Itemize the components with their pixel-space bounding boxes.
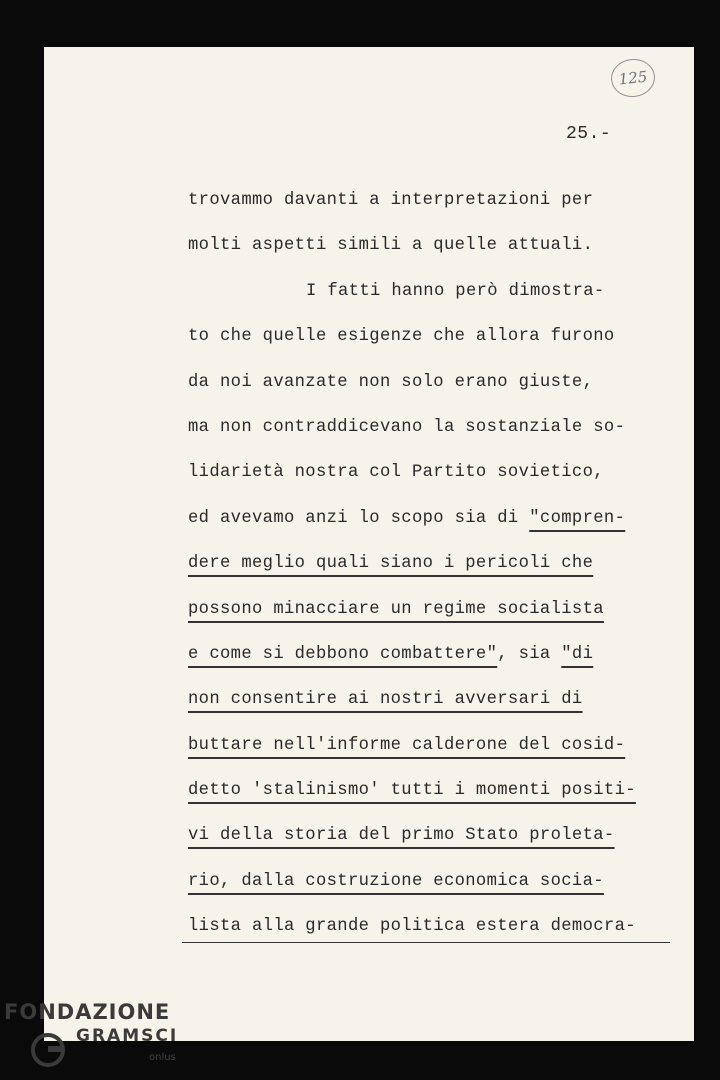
text-line: trovammo davanti a interpretazioni per bbox=[188, 191, 594, 210]
text-fragment: ed avevamo anzi lo scopo sia di bbox=[188, 508, 530, 528]
text-line: da noi avanzate non solo erano giuste, bbox=[188, 372, 594, 392]
underlined-line: rio, dalla costruzione economica socia- bbox=[188, 871, 604, 891]
page-number: 25.- bbox=[566, 124, 612, 144]
text-fragment: , sia bbox=[497, 644, 562, 664]
text-line: molti aspetti simili a quelle attuali. bbox=[188, 236, 594, 256]
underlined-line: dere meglio quali siano i pericoli che bbox=[188, 554, 594, 574]
archive-stamp-number: 125 bbox=[617, 67, 649, 89]
text-line: ma non contraddicevano la sostanziale so- bbox=[188, 417, 626, 437]
text-line-partly-underlined bbox=[188, 638, 688, 683]
underlined-fragment: "compren- bbox=[529, 508, 626, 528]
underlined-line: vi della storia del primo Stato proleta- bbox=[188, 826, 615, 846]
text-line: to che quelle esigenze che allora furono bbox=[188, 327, 615, 347]
text-line-partly-underlined bbox=[188, 502, 688, 547]
underline-rule bbox=[182, 942, 670, 943]
underlined-fragment: e come si debbono combattere" bbox=[188, 644, 498, 664]
watermark-line1: FONDAZIONE bbox=[4, 1000, 171, 1024]
text-line: lista alla grande politica estera democra- bbox=[188, 917, 636, 937]
text-line: lidarietà nostra col Partito sovietico, bbox=[188, 463, 604, 483]
underlined-fragment: "di bbox=[561, 644, 594, 664]
underlined-line: detto 'stalinismo' tutti i momenti positi- bbox=[188, 781, 636, 801]
watermark-line2: GRAMSCI bbox=[76, 1026, 179, 1046]
underlined-line: buttare nell'informe calderone del cosid- bbox=[188, 735, 626, 755]
gramsci-logo-icon bbox=[28, 1030, 68, 1070]
text-line: I fatti hanno però dimostra- bbox=[306, 281, 605, 301]
watermark-logo bbox=[4, 1000, 194, 1070]
underlined-line: possono minacciare un regime socialista bbox=[188, 599, 604, 619]
typewritten-text bbox=[188, 184, 688, 956]
underlined-line: non consentire ai nostri avversari di bbox=[188, 690, 583, 710]
watermark-line3: onlus bbox=[149, 1052, 176, 1063]
